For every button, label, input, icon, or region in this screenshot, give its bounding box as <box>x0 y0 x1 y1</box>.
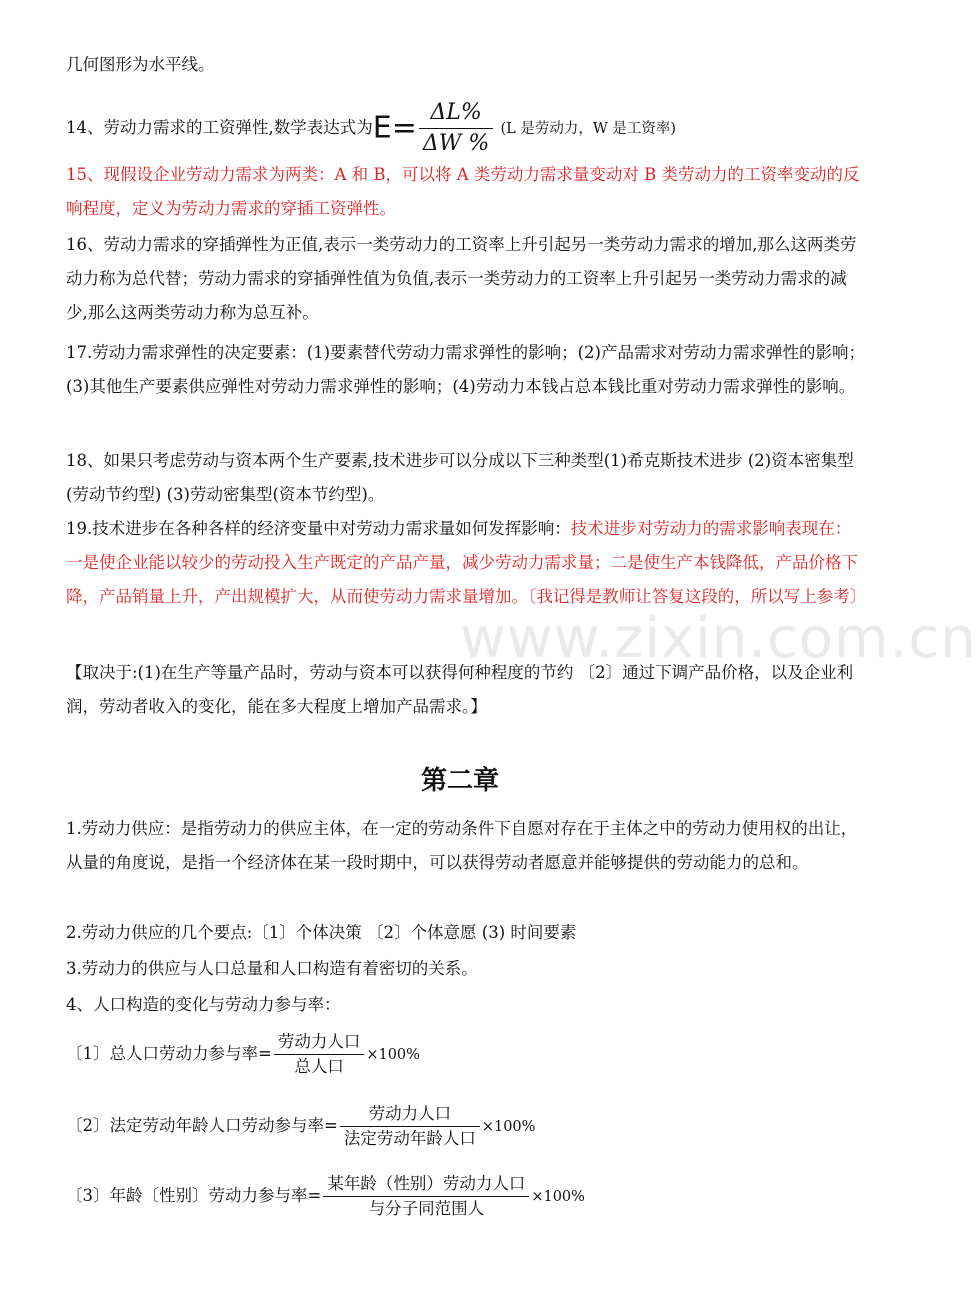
formula-1 <box>66 1030 866 1079</box>
text-line-0: 几何图形为水平线。 <box>66 55 215 74</box>
formula-2-label: 〔2〕法定劳动年龄人口劳动参与率= <box>66 1116 338 1135</box>
elasticity-fraction <box>419 98 493 159</box>
item-18: 18、如果只考虑劳动与资本两个生产要素,技术进步可以分成以下三种类型(1)希克斯技术进步 (2)资本密集型(劳动节约型) (3)劳动密集型(资本节约型)。 <box>66 451 854 504</box>
item-19-note: 【取决于:(1)在生产等量产品时，劳动与资本可以获得何种程度的节约 〔2〕通过下调产品价格，以及企业利润，劳动者收入的变化，能在多大程度上增加产品需求。】 <box>66 663 854 716</box>
chapter-item-1: 1.劳动力供应：是指劳动力的供应主体，在一定的劳动条件下自愿对存在于主体之中的劳动力使用权的出让，从量的角度说，是指一个经济体在某一段时期中，可以获得劳动者愿意并能够提供的劳动能力的总和。 <box>66 819 858 872</box>
chapter-item-2: 2.劳动力供应的几个要点:〔1〕个体决策 〔2〕个体意愿 (3) 时间要素 <box>66 923 577 942</box>
elasticity-symbol: E= <box>372 110 417 146</box>
watermark: www.zixin.com.cn <box>460 606 977 671</box>
formula-2-fraction <box>340 1102 480 1151</box>
chapter-item-3: 3.劳动力的供应与人口总量和人口构造有着密切的关系。 <box>66 959 478 978</box>
formula-1-fraction <box>274 1030 365 1079</box>
formula-3-numerator: 某年龄（性别）劳动力人口 <box>327 1174 526 1193</box>
item-14-suffix: (L 是劳动力，W 是工资率) <box>500 121 677 137</box>
formula-2-numerator: 劳动力人口 <box>368 1104 452 1123</box>
item-19-answer: 技术进步对劳动力的需求影响表现在：一是使企业能以较少的劳动投入生产既定的产品产量，减少劳动力需求量；二是使生产本钱降低，产品价格下降，产品销量上升，产出规模扩大，从而使劳动力需求量增加。〔我记得是教师让答复这段的，所以写上参考〕 <box>66 519 867 606</box>
elasticity-numerator: ΔL% <box>430 100 482 125</box>
item-17: 17.劳动力需求弹性的决定要素：(1)要素替代劳动力需求弹性的影响；(2)产品需求对劳动力需求弹性的影响；(3)其他生产要素供应弹性对劳动力需求弹性的影响；(4)劳动力本钱占总本钱比重对劳动力需求弹性的影响。 <box>66 343 865 396</box>
item-19-question: 19.技术进步在各种各样的经济变量中对劳动力需求量如何发挥影响： <box>66 519 571 538</box>
formula-1-denominator: 总人口 <box>274 1054 365 1079</box>
chapter-title: 第二章 <box>420 766 499 796</box>
formula-2-times: ×100% <box>481 1119 536 1135</box>
chapter-item-4: 4、人口构造的变化与劳动力参与率： <box>66 995 341 1014</box>
formula-1-label: 〔1〕总人口劳动力参与率= <box>66 1044 272 1063</box>
formula-3-label: 〔3〕年龄〔性别〕劳动力参与率= <box>66 1186 322 1205</box>
formula-2-denominator: 法定劳动年龄人口 <box>340 1126 480 1151</box>
item-15: 15、现假设企业劳动力需求为两类：A 和 B，可以将 A 类劳动力需求量变动对 B 类劳动力的工资率变动的反响程度，定义为劳动力需求的穿插工资弹性。 <box>66 165 860 218</box>
item-16: 16、劳动力需求的穿插弹性为正值,表示一类劳动力的工资率上升引起另一类劳动力需求的增加,那么这两类劳动力称为总代替；劳动力需求的穿插弹性值为负值,表示一类劳动力的工资率上升引起另一类劳动力需求的减少,那么这两类劳动力称为总互补。 <box>66 235 857 322</box>
formula-3-times: ×100% <box>531 1189 585 1205</box>
formula-3-fraction <box>323 1172 529 1221</box>
formula-1-times: ×100% <box>366 1047 420 1063</box>
item-14-prefix: 14、劳动力需求的工资弹性,数学表达式为 <box>66 118 373 137</box>
item-19 <box>66 512 866 614</box>
item-14 <box>66 98 866 159</box>
elasticity-denominator: ΔW % <box>419 128 493 159</box>
formula-3 <box>66 1172 866 1221</box>
formula-2 <box>66 1102 866 1151</box>
formula-3-denominator: 与分子同范围人 <box>323 1196 529 1221</box>
formula-1-numerator: 劳动力人口 <box>277 1032 361 1051</box>
